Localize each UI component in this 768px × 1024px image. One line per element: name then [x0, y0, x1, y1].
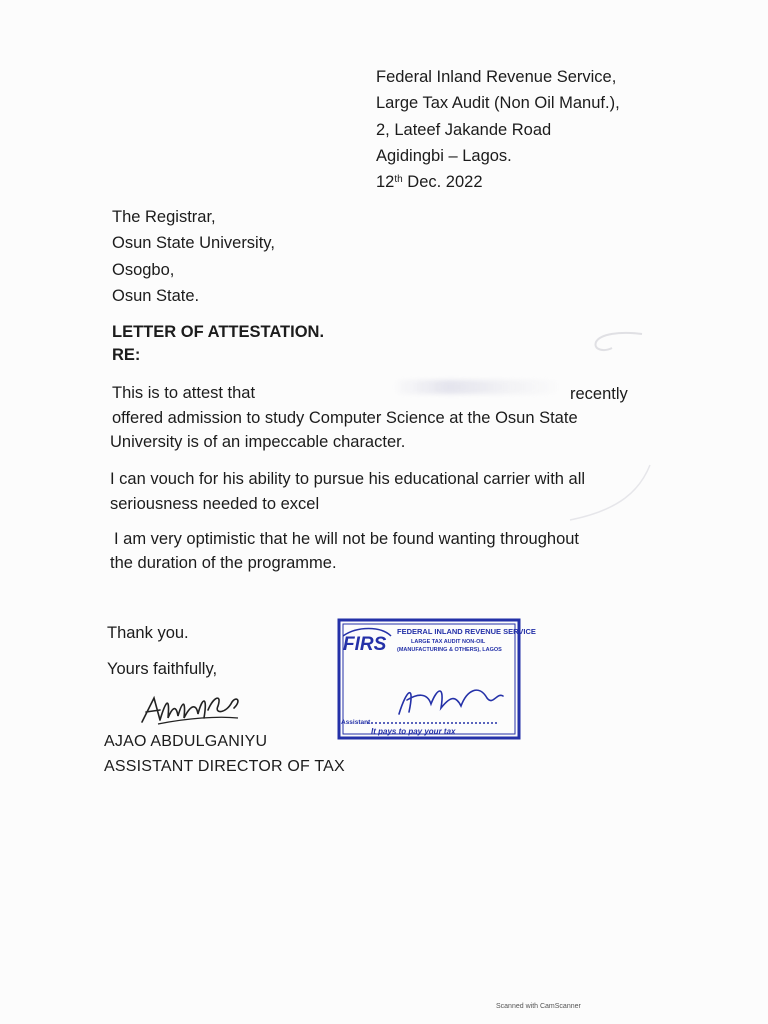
body-p1-line2: offered admission to study Computer Science at the Osun State	[112, 409, 578, 427]
date-day: 12	[376, 173, 395, 192]
body-p1-line3: University is of an impeccable character.	[110, 433, 406, 451]
recipient-line-3: Osogbo,	[112, 260, 175, 279]
signatory-title: ASSISTANT DIRECTOR OF TAX	[104, 758, 345, 775]
letter-title: LETTER OF ATTESTATION.	[112, 323, 325, 341]
body-p3-line2: the duration of the programme.	[110, 554, 337, 572]
stamp-motto: It pays to pay your tax	[371, 727, 456, 736]
firs-stamp	[337, 618, 536, 740]
scanner-watermark: Scanned with CamScanner	[496, 1003, 581, 1010]
signature-image	[138, 688, 248, 730]
sender-line-3: 2, Lateef Jakande Road	[376, 120, 552, 139]
body-p1-start: This is to attest that	[112, 384, 256, 402]
body-p2-line1: I can vouch for his ability to pursue his educational carrier with all	[110, 470, 586, 488]
thank-you: Thank you.	[107, 624, 189, 642]
stamp-graphic	[337, 618, 536, 740]
pencil-mark	[560, 460, 660, 530]
sender-line-4: Agidingbi – Lagos.	[376, 146, 512, 165]
stamp-sign-label: Assistant	[341, 719, 371, 726]
redacted-name	[392, 380, 562, 394]
sign-off: Yours faithfully,	[107, 660, 218, 678]
stamp-logo: FIRS	[343, 634, 387, 655]
stamp-line-3: (MANUFACTURING & OTHERS), LAGOS	[397, 647, 502, 653]
re-line: RE:	[112, 346, 141, 364]
recipient-line-1: The Registrar,	[112, 208, 216, 226]
signatory-name: AJAO ABDULGANIYU	[104, 733, 268, 750]
date-rest: Dec. 2022	[402, 173, 483, 192]
recipient-address	[112, 204, 275, 309]
recipient-line-4: Osun State.	[112, 286, 200, 305]
stamp-line-2: LARGE TAX AUDIT NON-OIL	[411, 639, 486, 645]
signatory-block	[104, 729, 345, 779]
scribble-mark	[590, 328, 650, 358]
recipient-line-2: Osun State University,	[112, 234, 275, 253]
letter-date	[376, 169, 620, 195]
body-p2-line2: seriousness needed to excel	[110, 495, 320, 513]
stamp-line-1: FEDERAL INLAND REVENUE SERVICE	[397, 627, 536, 636]
sender-address	[376, 64, 620, 195]
sender-line-1: Federal Inland Revenue Service,	[376, 68, 617, 86]
body-p1-end: recently	[570, 385, 628, 403]
sender-line-2: Large Tax Audit (Non Oil Manuf.),	[376, 94, 620, 113]
body-p3-line1: I am very optimistic that he will not be found wanting throughout	[114, 530, 580, 548]
date-suffix: th	[394, 174, 403, 186]
